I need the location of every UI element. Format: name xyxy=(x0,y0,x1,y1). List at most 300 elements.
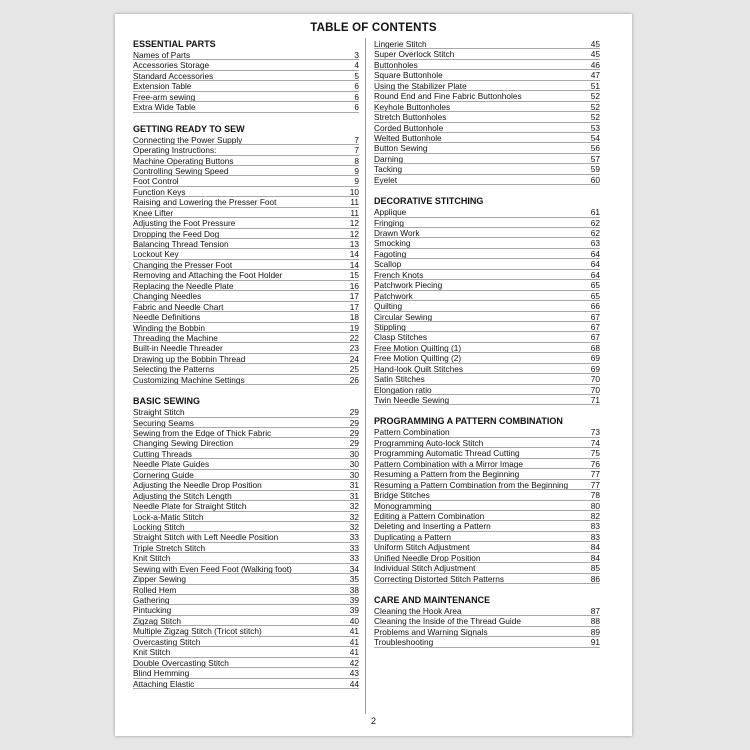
toc-entry-label: Buttonholes xyxy=(374,59,418,70)
toc-entry-page: 63 xyxy=(590,238,600,249)
toc-entry-page: 16 xyxy=(349,280,359,291)
toc-entry-page: 65 xyxy=(590,280,600,291)
toc-entry xyxy=(374,490,600,500)
toc-entry-page: 64 xyxy=(590,269,600,280)
section-heading: BASIC SEWING xyxy=(133,396,201,407)
toc-entry-page: 41 xyxy=(349,626,359,637)
toc-entry xyxy=(374,70,600,80)
section-heading: ESSENTIAL PARTS xyxy=(133,39,216,49)
toc-entry-label: Corded Buttonhole xyxy=(374,122,444,133)
toc-entry-label: Free Motion Quilting (2) xyxy=(374,353,462,364)
toc-entry-page: 30 xyxy=(349,459,359,470)
right-column xyxy=(374,39,600,659)
toc-entry-page: 84 xyxy=(590,552,600,563)
toc-entry xyxy=(374,364,600,374)
toc-entry xyxy=(133,312,359,322)
toc-entry-page: 9 xyxy=(354,165,359,176)
toc-entry-page: 18 xyxy=(349,312,359,323)
toc-section-decorative-stitching xyxy=(374,196,600,405)
toc-entry-label: Square Buttonhole xyxy=(374,70,443,81)
toc-entry xyxy=(374,154,600,164)
toc-entry-label: Individual Stitch Adjustment xyxy=(374,563,476,574)
toc-entry-label: Replacing the Needle Plate xyxy=(133,280,234,291)
toc-entry-label: Tacking xyxy=(374,164,403,175)
toc-entry xyxy=(374,343,600,353)
toc-entry-page: 51 xyxy=(590,80,600,91)
toc-entry xyxy=(133,270,359,280)
toc-entry-page: 23 xyxy=(349,343,359,354)
toc-entry-page: 67 xyxy=(590,311,600,322)
toc-section-getting-ready-to-sew xyxy=(133,124,359,386)
toc-entry-page: 64 xyxy=(590,259,600,270)
toc-entry-label: Controlling Sewing Speed xyxy=(133,165,229,176)
toc-entry-label: Elongation ratio xyxy=(374,384,432,395)
toc-entry-page: 39 xyxy=(349,595,359,605)
toc-entry-label: Drawing up the Bobbin Thread xyxy=(133,353,246,364)
toc-entry-page: 86 xyxy=(590,573,600,584)
toc-entry-page: 32 xyxy=(349,511,359,522)
toc-entry-page: 14 xyxy=(349,249,359,260)
toc-entry xyxy=(133,626,359,636)
toc-entry xyxy=(133,71,359,81)
toc-entry-label: Lock-a-Matic Stitch xyxy=(133,511,204,522)
toc-entry-page: 32 xyxy=(349,521,359,532)
toc-entry-label: Gathering xyxy=(133,595,170,605)
toc-entry xyxy=(133,616,359,626)
toc-entry xyxy=(374,291,600,301)
toc-entry xyxy=(133,92,359,102)
toc-entry-label: Needle Definitions xyxy=(133,312,201,323)
toc-entry-page: 45 xyxy=(590,49,600,60)
toc-entry-label: Changing the Presser Foot xyxy=(133,259,233,270)
toc-entry xyxy=(374,164,600,174)
toc-entry-label: Knee Lifter xyxy=(133,207,174,218)
toc-entry-page: 67 xyxy=(590,332,600,343)
toc-entry-label: Function Keys xyxy=(133,186,186,197)
toc-entry xyxy=(374,133,600,143)
toc-entry xyxy=(133,354,359,364)
toc-section-continued xyxy=(374,39,600,185)
toc-entry xyxy=(374,49,600,59)
toc-entry-page: 78 xyxy=(590,490,600,501)
toc-entry xyxy=(133,470,359,480)
toc-entry-label: Fabric and Needle Chart xyxy=(133,301,224,312)
toc-entry-label: Cleaning the Hook Area xyxy=(374,606,462,616)
toc-entry-page: 41 xyxy=(349,647,359,658)
toc-entry-label: Selecting the Patterns xyxy=(133,364,215,375)
toc-entry-page: 77 xyxy=(590,469,600,480)
toc-entry-page: 34 xyxy=(349,563,359,574)
toc-entry-page: 10 xyxy=(349,186,359,197)
toc-entry-page: 33 xyxy=(349,532,359,543)
toc-entry-page: 45 xyxy=(590,39,600,49)
toc-entry-page: 42 xyxy=(349,657,359,668)
toc-entry-label: Needle Plate Guides xyxy=(133,459,210,470)
toc-entry-page: 14 xyxy=(349,259,359,270)
toc-entry xyxy=(374,175,600,185)
toc-entry-label: Securing Seams xyxy=(133,417,194,428)
toc-entry xyxy=(374,563,600,573)
toc-entry-label: Double Overcasting Stitch xyxy=(133,657,229,668)
toc-entry-label: Smocking xyxy=(374,238,411,249)
toc-entry xyxy=(133,102,359,112)
toc-entry xyxy=(133,218,359,228)
toc-entry-page: 87 xyxy=(590,606,600,616)
toc-entry-label: Operating Instructions: xyxy=(133,145,217,156)
column-divider xyxy=(365,38,366,714)
toc-entry-page: 38 xyxy=(349,584,359,595)
toc-entry-label: Straight Stitch xyxy=(133,407,185,418)
toc-entry-label: Fagoting xyxy=(374,248,407,259)
toc-entry-label: Adjusting the Foot Pressure xyxy=(133,218,236,229)
toc-entry xyxy=(133,197,359,207)
toc-entry xyxy=(374,249,600,259)
toc-section-programming-a-pattern-combination xyxy=(374,416,600,584)
toc-entry-page: 29 xyxy=(349,428,359,438)
toc-entry-page: 75 xyxy=(590,448,600,459)
toc-entry xyxy=(374,385,600,395)
toc-entry-label: Overcasting Stitch xyxy=(133,636,201,647)
toc-entry-label: Troubleshooting xyxy=(374,637,434,648)
page-title: TABLE OF CONTENTS xyxy=(310,22,437,34)
toc-entry xyxy=(133,585,359,595)
toc-entry-label: Editing a Pattern Combination xyxy=(374,510,485,521)
toc-entry-page: 57 xyxy=(590,153,600,164)
toc-entry xyxy=(374,81,600,91)
toc-entry-label: Needle Plate for Straight Stitch xyxy=(133,501,247,512)
toc-entry-page: 65 xyxy=(590,290,600,301)
toc-entry xyxy=(133,532,359,542)
toc-entry xyxy=(374,606,600,616)
toc-entry xyxy=(133,668,359,678)
toc-entry xyxy=(374,218,600,228)
toc-entry xyxy=(374,532,600,542)
toc-entry xyxy=(374,448,600,458)
toc-entry-page: 12 xyxy=(349,218,359,229)
toc-entry-page: 24 xyxy=(349,353,359,364)
toc-entry xyxy=(133,480,359,490)
toc-entry xyxy=(374,207,600,217)
toc-entry xyxy=(133,323,359,333)
toc-entry-label: Dropping the Feed Dog xyxy=(133,228,220,239)
toc-entry-label: Zigzag Stitch xyxy=(133,615,181,626)
toc-entry xyxy=(374,39,600,49)
toc-entry-page: 62 xyxy=(590,217,600,228)
toc-entry-page: 4 xyxy=(354,60,359,71)
toc-entry-page: 33 xyxy=(349,542,359,553)
toc-entry-label: Attaching Elastic xyxy=(133,678,195,689)
toc-entry-label: Zipper Sewing xyxy=(133,574,187,585)
toc-entry xyxy=(374,301,600,311)
toc-entry xyxy=(133,658,359,668)
toc-entry-label: Fringing xyxy=(374,217,404,228)
toc-entry xyxy=(374,91,600,101)
toc-entry-label: Blind Hemming xyxy=(133,668,190,679)
toc-entry xyxy=(133,605,359,615)
toc-entry xyxy=(374,637,600,647)
toc-entry xyxy=(374,627,600,637)
toc-entry-page: 17 xyxy=(349,301,359,312)
toc-entry xyxy=(374,143,600,153)
toc-entry-page: 7 xyxy=(354,134,359,145)
toc-entry-page: 41 xyxy=(349,636,359,647)
toc-entry-label: Drawn Work xyxy=(374,228,420,238)
toc-entry-label: Triple Stretch Stitch xyxy=(133,542,206,553)
toc-entry xyxy=(133,459,359,469)
toc-entry-label: Twin Needle Sewing xyxy=(374,395,450,405)
toc-entry-label: Free Motion Quilting (1) xyxy=(374,342,462,353)
toc-entry xyxy=(133,343,359,353)
toc-entry-label: Changing Sewing Direction xyxy=(133,438,234,449)
toc-entry-label: Monogramming xyxy=(374,500,432,511)
toc-entry xyxy=(133,512,359,522)
toc-entry xyxy=(133,574,359,584)
toc-entry xyxy=(374,280,600,290)
toc-entry xyxy=(133,501,359,511)
toc-entry xyxy=(374,332,600,342)
toc-section-basic-sewing xyxy=(133,396,359,689)
toc-entry xyxy=(374,521,600,531)
toc-entry-label: Balancing Thread Tension xyxy=(133,239,229,249)
toc-entry-label: Problems and Warning Signals xyxy=(374,626,488,637)
toc-entry xyxy=(374,270,600,280)
toc-entry xyxy=(374,553,600,563)
toc-entry-label: Uniform Stitch Adjustment xyxy=(374,542,470,553)
toc-entry xyxy=(133,81,359,91)
toc-entry-page: 52 xyxy=(590,112,600,123)
toc-entry-page: 59 xyxy=(590,164,600,175)
toc-entry-label: Knit Stitch xyxy=(133,553,171,564)
toc-entry-page: 88 xyxy=(590,616,600,627)
toc-entry-page: 85 xyxy=(590,563,600,574)
toc-entry xyxy=(374,616,600,626)
toc-entry xyxy=(133,564,359,574)
toc-entry-label: Extra Wide Table xyxy=(133,102,196,113)
toc-entry-label: Satin Stitches xyxy=(374,374,425,385)
toc-entry-page: 91 xyxy=(590,637,600,648)
toc-entry xyxy=(133,407,359,417)
toc-entry-page: 30 xyxy=(349,448,359,459)
toc-entry-label: Stretch Buttonholes xyxy=(374,112,447,123)
toc-entry-page: 56 xyxy=(590,143,600,154)
section-heading: GETTING READY TO SEW xyxy=(133,123,245,134)
toc-entry xyxy=(133,543,359,553)
toc-entry-label: Darning xyxy=(374,153,404,164)
toc-entry-page: 46 xyxy=(590,59,600,70)
document-page xyxy=(115,14,632,736)
toc-entry xyxy=(374,374,600,384)
toc-entry-label: Multiple Zigzag Stitch (Tricot stitch) xyxy=(133,626,262,637)
toc-entry xyxy=(133,176,359,186)
toc-entry-page: 64 xyxy=(590,248,600,259)
toc-entry-page: 6 xyxy=(354,102,359,113)
toc-entry xyxy=(374,228,600,238)
toc-entry xyxy=(133,229,359,239)
toc-entry-page: 29 xyxy=(349,417,359,428)
toc-entry-page: 11 xyxy=(350,197,359,208)
toc-entry-label: Cutting Threads xyxy=(133,448,192,459)
toc-entry-label: Lockout Key xyxy=(133,249,179,260)
toc-entry-page: 44 xyxy=(349,678,359,689)
toc-entry xyxy=(374,322,600,332)
toc-entry-page: 47 xyxy=(590,70,600,81)
toc-entry-page: 25 xyxy=(349,364,359,375)
toc-entry-label: Deleting and Inserting a Pattern xyxy=(374,521,491,532)
toc-entry-page: 70 xyxy=(590,374,600,385)
toc-entry-page: 62 xyxy=(590,228,600,238)
toc-entry-page: 33 xyxy=(349,553,359,564)
toc-entry-label: Pattern Combination xyxy=(374,427,450,438)
toc-entry xyxy=(133,418,359,428)
toc-entry-label: Resuming a Pattern Combination from the Beginning xyxy=(374,479,569,490)
toc-entry-label: Built-in Needle Threader xyxy=(133,343,223,354)
toc-entry-page: 6 xyxy=(354,91,359,102)
toc-entry-label: Cleaning the Inside of the Thread Guide xyxy=(374,616,521,627)
toc-entry-label: Rolled Hem xyxy=(133,584,177,595)
toc-entry xyxy=(374,438,600,448)
section-heading: PROGRAMMING A PATTERN COMBINATION xyxy=(374,416,563,427)
toc-entry xyxy=(133,239,359,249)
toc-entry xyxy=(133,679,359,689)
toc-entry xyxy=(374,312,600,322)
toc-entry-label: Straight Stitch with Left Needle Position xyxy=(133,532,279,543)
toc-entry-label: Raising and Lowering the Presser Foot xyxy=(133,197,277,208)
toc-entry-label: French Knots xyxy=(374,269,424,280)
toc-entry-page: 70 xyxy=(590,384,600,395)
toc-entry-page: 61 xyxy=(590,207,600,218)
section-heading: CARE AND MAINTENANCE xyxy=(374,595,491,605)
toc-entry-page: 31 xyxy=(349,490,359,501)
toc-entry-label: Customizing Machine Settings xyxy=(133,374,245,385)
toc-entry-page: 15 xyxy=(349,270,359,281)
toc-entry-label: Machine Operating Buttons xyxy=(133,155,234,166)
toc-entry-label: Changing Needles xyxy=(133,291,202,302)
toc-entry xyxy=(133,522,359,532)
toc-entry-label: Button Sewing xyxy=(374,143,428,154)
toc-entry-label: Eyelet xyxy=(374,174,398,185)
toc-entry xyxy=(133,60,359,70)
toc-entry-page: 11 xyxy=(350,207,359,218)
toc-entry xyxy=(133,364,359,374)
toc-entry-label: Adjusting the Needle Drop Position xyxy=(133,480,262,491)
toc-entry xyxy=(374,102,600,112)
toc-entry xyxy=(133,135,359,145)
page-number: 2 xyxy=(370,716,376,726)
toc-entry-label: Keyhole Buttonholes xyxy=(374,101,451,112)
toc-entry xyxy=(374,238,600,248)
toc-entry-page: 77 xyxy=(590,479,600,490)
toc-entry-label: Foot Control xyxy=(133,176,179,187)
toc-entry-label: Unified Needle Drop Position xyxy=(374,552,481,563)
toc-entry-label: Patchwork xyxy=(374,290,413,301)
toc-entry-page: 39 xyxy=(349,605,359,616)
toc-entry xyxy=(133,491,359,501)
toc-entry-label: Scallop xyxy=(374,259,402,270)
toc-entry xyxy=(133,428,359,438)
toc-entry-page: 76 xyxy=(590,458,600,469)
toc-entry-label: Programming Auto-lock Stitch xyxy=(374,437,484,448)
toc-entry-page: 6 xyxy=(354,81,359,92)
toc-entry-page: 29 xyxy=(349,438,359,449)
toc-entry-page: 26 xyxy=(349,374,359,385)
toc-entry-page: 5 xyxy=(354,70,359,81)
toc-entry xyxy=(133,302,359,312)
toc-entry-label: Applique xyxy=(374,207,407,218)
toc-entry-page: 43 xyxy=(349,668,359,679)
toc-entry-label: Knit Stitch xyxy=(133,647,171,658)
toc-entry-page: 52 xyxy=(590,91,600,102)
toc-entry-label: Lingerie Stitch xyxy=(374,39,427,49)
toc-entry xyxy=(133,208,359,218)
toc-entry xyxy=(374,574,600,584)
toc-entry-label: Stippling xyxy=(374,321,406,332)
toc-entry xyxy=(133,145,359,155)
toc-entry-label: Pintucking xyxy=(133,605,172,616)
toc-entry-label: Duplicating a Pattern xyxy=(374,531,452,542)
toc-entry-page: 69 xyxy=(590,363,600,374)
toc-entry xyxy=(133,187,359,197)
toc-entry-page: 68 xyxy=(590,342,600,353)
toc-entry-label: Adjusting the Stitch Length xyxy=(133,490,232,501)
toc-entry-label: Locking Stitch xyxy=(133,521,185,532)
toc-entry-page: 8 xyxy=(354,155,359,166)
toc-entry-page: 30 xyxy=(349,469,359,480)
toc-entry xyxy=(374,353,600,363)
toc-entry xyxy=(133,260,359,270)
toc-entry xyxy=(133,291,359,301)
toc-entry xyxy=(374,60,600,70)
toc-entry-page: 13 xyxy=(349,239,359,249)
toc-entry xyxy=(374,459,600,469)
toc-entry-label: Super Overlock Stitch xyxy=(374,49,455,60)
toc-entry-label: Sewing with Even Feed Foot (Walking foot) xyxy=(133,563,292,574)
left-column xyxy=(133,39,359,700)
toc-entry-page: 35 xyxy=(349,574,359,585)
toc-entry-page: 12 xyxy=(349,228,359,239)
toc-entry-page: 22 xyxy=(349,332,359,343)
toc-entry-label: Bridge Stitches xyxy=(374,490,430,501)
toc-entry-page: 9 xyxy=(354,176,359,187)
toc-entry-page: 71 xyxy=(590,395,600,405)
section-heading: DECORATIVE STITCHING xyxy=(374,196,484,207)
toc-entry-label: Standard Accessories xyxy=(133,70,214,81)
toc-entry xyxy=(133,166,359,176)
toc-entry-label: Hand-look Quilt Stitches xyxy=(374,363,464,374)
toc-entry xyxy=(133,449,359,459)
toc-entry-label: Pattern Combination with a Mirror Image xyxy=(374,458,523,469)
toc-entry-page: 67 xyxy=(590,321,600,332)
toc-entry xyxy=(374,259,600,269)
toc-entry-page: 32 xyxy=(349,501,359,512)
toc-entry-page: 83 xyxy=(590,531,600,542)
toc-entry-label: Round End and Fine Fabric Buttonholes xyxy=(374,91,522,102)
toc-entry xyxy=(374,427,600,437)
toc-entry-page: 53 xyxy=(590,122,600,133)
toc-entry xyxy=(374,511,600,521)
toc-entry-page: 69 xyxy=(590,353,600,364)
toc-entry-page: 82 xyxy=(590,510,600,521)
toc-entry-page: 74 xyxy=(590,437,600,448)
toc-entry-label: Accessories Storage xyxy=(133,60,210,71)
toc-section-care-and-maintenance xyxy=(374,595,600,648)
toc-entry xyxy=(374,123,600,133)
toc-entry-label: Resuming a Pattern from the Beginning xyxy=(374,469,520,480)
toc-entry-page: 7 xyxy=(354,145,359,156)
toc-entry-label: Welted Buttonhole xyxy=(374,132,442,143)
toc-entry xyxy=(374,395,600,405)
toc-entry xyxy=(133,647,359,657)
toc-entry xyxy=(133,438,359,448)
